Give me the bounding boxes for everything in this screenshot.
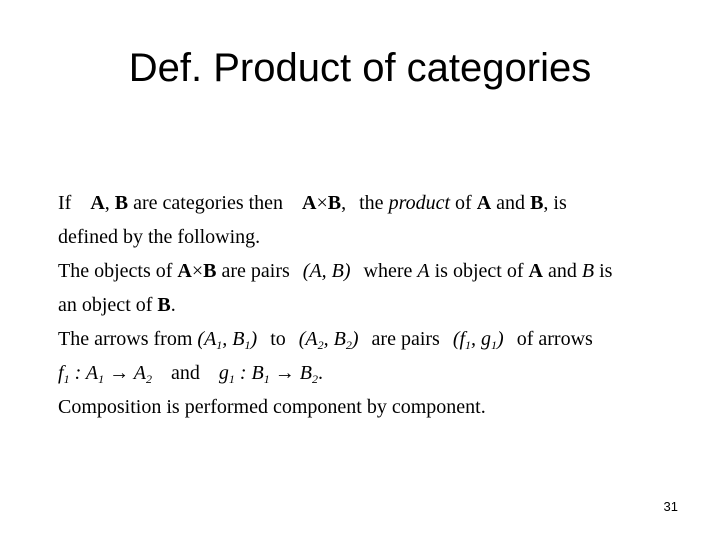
pair-f1-g1: ($f_1$, $g_1$)	[452, 328, 504, 352]
arrow-g1: $g_1$ : $B_1 \to B_2$	[218, 362, 318, 386]
category-a: A	[476, 192, 492, 214]
category-b: B	[203, 260, 217, 282]
text-is: is	[599, 260, 613, 282]
text-is-object-of: is object of	[434, 260, 524, 282]
object-b: B	[581, 260, 595, 282]
definition-body	[58, 188, 698, 426]
text-are-categories-then: are categories then	[133, 192, 284, 214]
times-symbol: ×	[191, 260, 204, 282]
category-b: B	[114, 192, 129, 214]
text-are-pairs: are pairs	[371, 328, 440, 350]
text-if: If	[58, 192, 72, 214]
text-are-pairs: are pairs	[221, 260, 290, 282]
category-a: A	[302, 192, 317, 214]
period: .	[170, 294, 176, 316]
term-product: product	[388, 192, 451, 214]
object-pair: (A, B)	[302, 260, 351, 282]
definition-line-1	[58, 188, 698, 222]
pair-a2-b2: ($A_2$, $B_2$)	[298, 328, 359, 352]
text-and: and	[496, 192, 526, 214]
period: .	[317, 362, 323, 384]
category-a: A	[90, 192, 105, 214]
text-objects-of: The objects of	[58, 260, 173, 282]
text-is: , is	[543, 192, 567, 214]
definition-line-3	[58, 256, 698, 290]
category-a: A	[528, 260, 543, 282]
text-of: of	[455, 192, 472, 214]
definition-line-7: Composition is performed component by component.	[58, 396, 486, 418]
times-symbol: ×	[316, 192, 328, 214]
definition-line-5	[58, 324, 698, 358]
text-an-object-of: an object of	[58, 294, 153, 316]
slide-number: 31	[663, 499, 678, 514]
category-b: B	[530, 192, 544, 214]
slide-title: Def. Product of categories	[128, 46, 592, 90]
category-b: B	[327, 192, 342, 214]
text-of-arrows: of arrows	[516, 328, 593, 350]
comma: ,	[104, 192, 110, 214]
text-and: and	[547, 260, 577, 282]
text-where: where	[363, 260, 413, 282]
definition-line-2: defined by the following.	[58, 226, 261, 248]
text-arrows-from: The arrows from	[58, 328, 193, 350]
definition-line-4	[58, 290, 698, 324]
definition-line-6	[58, 358, 698, 392]
text-the: the	[359, 192, 384, 214]
text-and: and	[170, 362, 200, 384]
text-to: to	[270, 328, 286, 350]
pair-a1-b1: ($A_1$, $B_1$)	[197, 328, 258, 352]
category-a: A	[177, 260, 192, 282]
arrow-f1: $f_1$ : $A_1 \to A_2$	[58, 362, 152, 386]
category-b: B	[157, 294, 171, 316]
object-a: A	[417, 260, 430, 282]
comma: ,	[341, 192, 347, 214]
